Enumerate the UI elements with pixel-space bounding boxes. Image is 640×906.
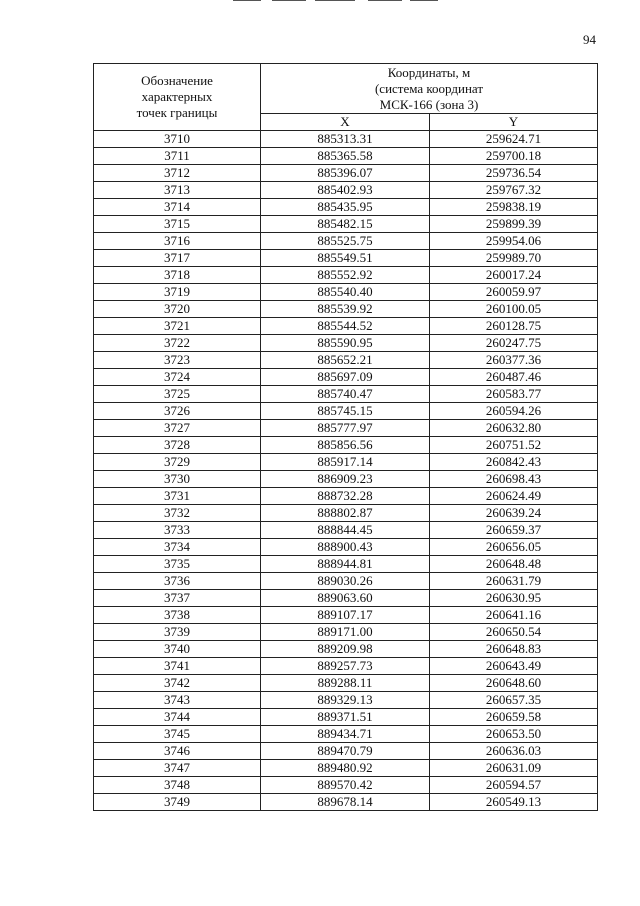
x-coordinate-cell: 888844.45 (261, 522, 430, 539)
y-coordinate-cell: 260247.75 (430, 335, 598, 352)
table-row (94, 709, 598, 726)
table-row (94, 318, 598, 335)
x-coordinate-cell: 889257.73 (261, 658, 430, 675)
x-coordinate-cell: 885396.07 (261, 165, 430, 182)
y-coordinate-cell: 260639.24 (430, 505, 598, 522)
header-coordinates (261, 64, 598, 114)
point-cell: 3717 (94, 250, 261, 267)
x-coordinate-cell: 889371.51 (261, 709, 430, 726)
table-row (94, 301, 598, 318)
x-coordinate-cell: 885740.47 (261, 386, 430, 403)
y-coordinate-cell: 260643.49 (430, 658, 598, 675)
y-coordinate-cell: 260656.05 (430, 539, 598, 556)
y-coordinate-cell: 260648.60 (430, 675, 598, 692)
x-coordinate-cell: 889171.00 (261, 624, 430, 641)
point-cell: 3732 (94, 505, 261, 522)
table-row (94, 641, 598, 658)
x-coordinate-cell: 885917.14 (261, 454, 430, 471)
x-coordinate-cell: 885590.95 (261, 335, 430, 352)
table-row (94, 233, 598, 250)
y-coordinate-cell: 260751.52 (430, 437, 598, 454)
x-coordinate-cell: 889107.17 (261, 607, 430, 624)
x-coordinate-cell: 889209.98 (261, 641, 430, 658)
point-cell: 3741 (94, 658, 261, 675)
point-cell: 3722 (94, 335, 261, 352)
table-body (94, 131, 598, 811)
point-cell: 3723 (94, 352, 261, 369)
table-row (94, 420, 598, 437)
y-coordinate-cell: 260657.35 (430, 692, 598, 709)
point-cell: 3740 (94, 641, 261, 658)
table-row (94, 199, 598, 216)
point-cell: 3737 (94, 590, 261, 607)
y-coordinate-cell: 259736.54 (430, 165, 598, 182)
x-coordinate-cell: 888802.87 (261, 505, 430, 522)
point-cell: 3718 (94, 267, 261, 284)
top-rule-2 (272, 0, 306, 1)
x-coordinate-cell: 889678.14 (261, 794, 430, 811)
table-row (94, 267, 598, 284)
table-row (94, 131, 598, 148)
y-coordinate-cell: 260059.97 (430, 284, 598, 301)
x-coordinate-cell: 889030.26 (261, 573, 430, 590)
point-cell: 3724 (94, 369, 261, 386)
y-coordinate-cell: 260017.24 (430, 267, 598, 284)
point-cell: 3749 (94, 794, 261, 811)
point-cell: 3725 (94, 386, 261, 403)
table-row (94, 386, 598, 403)
x-coordinate-cell: 885552.92 (261, 267, 430, 284)
point-cell: 3745 (94, 726, 261, 743)
y-coordinate-cell: 260842.43 (430, 454, 598, 471)
top-rule-3 (315, 0, 355, 1)
table-row (94, 369, 598, 386)
table-row (94, 675, 598, 692)
point-cell: 3728 (94, 437, 261, 454)
table-row (94, 743, 598, 760)
point-cell: 3744 (94, 709, 261, 726)
x-coordinate-cell: 889480.92 (261, 760, 430, 777)
x-coordinate-cell: 888900.43 (261, 539, 430, 556)
point-cell: 3714 (94, 199, 261, 216)
y-coordinate-cell: 260631.09 (430, 760, 598, 777)
y-coordinate-cell: 260641.16 (430, 607, 598, 624)
header-designation-line: точек границы (136, 105, 218, 120)
y-coordinate-cell: 260594.26 (430, 403, 598, 420)
top-rule-5 (410, 0, 438, 1)
table-row (94, 165, 598, 182)
y-coordinate-cell: 260650.54 (430, 624, 598, 641)
table-row (94, 403, 598, 420)
point-cell: 3738 (94, 607, 261, 624)
y-coordinate-cell: 259899.39 (430, 216, 598, 233)
header-coords-line: МСК-166 (зона 3) (379, 96, 479, 112)
y-coordinate-cell: 260636.03 (430, 743, 598, 760)
point-cell: 3715 (94, 216, 261, 233)
x-coordinate-cell: 885525.75 (261, 233, 430, 250)
point-cell: 3747 (94, 760, 261, 777)
x-coordinate-cell: 885697.09 (261, 369, 430, 386)
x-coordinate-cell: 885652.21 (261, 352, 430, 369)
table-row (94, 522, 598, 539)
y-coordinate-cell: 260698.43 (430, 471, 598, 488)
table-row (94, 607, 598, 624)
y-coordinate-cell: 259838.19 (430, 199, 598, 216)
table-row (94, 573, 598, 590)
table-row (94, 505, 598, 522)
point-cell: 3720 (94, 301, 261, 318)
x-coordinate-cell: 888732.28 (261, 488, 430, 505)
y-coordinate-cell: 260630.95 (430, 590, 598, 607)
x-coordinate-cell: 885544.52 (261, 318, 430, 335)
x-coordinate-cell: 889288.11 (261, 675, 430, 692)
point-cell: 3716 (94, 233, 261, 250)
y-coordinate-cell: 259700.18 (430, 148, 598, 165)
point-cell: 3721 (94, 318, 261, 335)
page-number: 94 (583, 32, 596, 47)
y-coordinate-cell: 260659.58 (430, 709, 598, 726)
top-rule-1 (233, 0, 261, 1)
y-coordinate-cell: 260648.83 (430, 641, 598, 658)
header-coords-line: (система координат (374, 80, 484, 96)
y-coordinate-cell: 260648.48 (430, 556, 598, 573)
point-cell: 3736 (94, 573, 261, 590)
x-coordinate-cell: 889434.71 (261, 726, 430, 743)
table-row (94, 284, 598, 301)
x-coordinate-cell: 885365.58 (261, 148, 430, 165)
x-coordinate-cell: 885540.40 (261, 284, 430, 301)
x-coordinate-cell: 885539.92 (261, 301, 430, 318)
y-coordinate-cell: 259767.32 (430, 182, 598, 199)
x-coordinate-cell: 885549.51 (261, 250, 430, 267)
point-cell: 3729 (94, 454, 261, 471)
point-cell: 3748 (94, 777, 261, 794)
y-coordinate-cell: 260100.05 (430, 301, 598, 318)
header-y: Y (430, 114, 598, 131)
y-coordinate-cell: 260594.57 (430, 777, 598, 794)
point-cell: 3734 (94, 539, 261, 556)
table-row (94, 454, 598, 471)
point-cell: 3742 (94, 675, 261, 692)
point-cell: 3719 (94, 284, 261, 301)
header-designation (94, 64, 261, 131)
y-coordinate-cell: 260653.50 (430, 726, 598, 743)
header-coords-line: Координаты, м (387, 64, 471, 80)
point-cell: 3710 (94, 131, 261, 148)
point-cell: 3733 (94, 522, 261, 539)
point-cell: 3743 (94, 692, 261, 709)
x-coordinate-cell: 886909.23 (261, 471, 430, 488)
x-coordinate-cell: 885482.15 (261, 216, 430, 233)
y-coordinate-cell: 260659.37 (430, 522, 598, 539)
table-row (94, 182, 598, 199)
point-cell: 3746 (94, 743, 261, 760)
table-row (94, 335, 598, 352)
table-row (94, 692, 598, 709)
x-coordinate-cell: 885745.15 (261, 403, 430, 420)
table-row (94, 794, 598, 811)
point-cell: 3731 (94, 488, 261, 505)
header-x: X (261, 114, 430, 131)
table-row (94, 148, 598, 165)
point-cell: 3730 (94, 471, 261, 488)
y-coordinate-cell: 260487.46 (430, 369, 598, 386)
x-coordinate-cell: 888944.81 (261, 556, 430, 573)
x-coordinate-cell: 885435.95 (261, 199, 430, 216)
point-cell: 3713 (94, 182, 261, 199)
y-coordinate-cell: 260583.77 (430, 386, 598, 403)
table-row (94, 352, 598, 369)
y-coordinate-cell: 260631.79 (430, 573, 598, 590)
header-designation-line: характерных (141, 89, 213, 104)
table-row (94, 726, 598, 743)
table-row (94, 471, 598, 488)
table-row (94, 539, 598, 556)
table-row (94, 250, 598, 267)
y-coordinate-cell: 259954.06 (430, 233, 598, 250)
x-coordinate-cell: 885777.97 (261, 420, 430, 437)
y-coordinate-cell: 260549.13 (430, 794, 598, 811)
x-coordinate-cell: 889570.42 (261, 777, 430, 794)
table-row (94, 488, 598, 505)
table-row (94, 216, 598, 233)
x-coordinate-cell: 885856.56 (261, 437, 430, 454)
point-cell: 3735 (94, 556, 261, 573)
y-coordinate-cell: 260128.75 (430, 318, 598, 335)
x-coordinate-cell: 885313.31 (261, 131, 430, 148)
table-row (94, 777, 598, 794)
table-row (94, 437, 598, 454)
x-coordinate-cell: 885402.93 (261, 182, 430, 199)
point-cell: 3726 (94, 403, 261, 420)
y-coordinate-cell: 260632.80 (430, 420, 598, 437)
table-row (94, 590, 598, 607)
table-row (94, 760, 598, 777)
y-coordinate-cell: 260377.36 (430, 352, 598, 369)
point-cell: 3727 (94, 420, 261, 437)
x-coordinate-cell: 889470.79 (261, 743, 430, 760)
top-rule-4 (368, 0, 402, 1)
y-coordinate-cell: 259989.70 (430, 250, 598, 267)
table-row (94, 658, 598, 675)
table-row (94, 556, 598, 573)
x-coordinate-cell: 889329.13 (261, 692, 430, 709)
header-designation-line: Обозначение (141, 73, 213, 88)
y-coordinate-cell: 259624.71 (430, 131, 598, 148)
y-coordinate-cell: 260624.49 (430, 488, 598, 505)
point-cell: 3712 (94, 165, 261, 182)
coordinates-table (93, 63, 598, 811)
point-cell: 3711 (94, 148, 261, 165)
table-row (94, 624, 598, 641)
point-cell: 3739 (94, 624, 261, 641)
x-coordinate-cell: 889063.60 (261, 590, 430, 607)
